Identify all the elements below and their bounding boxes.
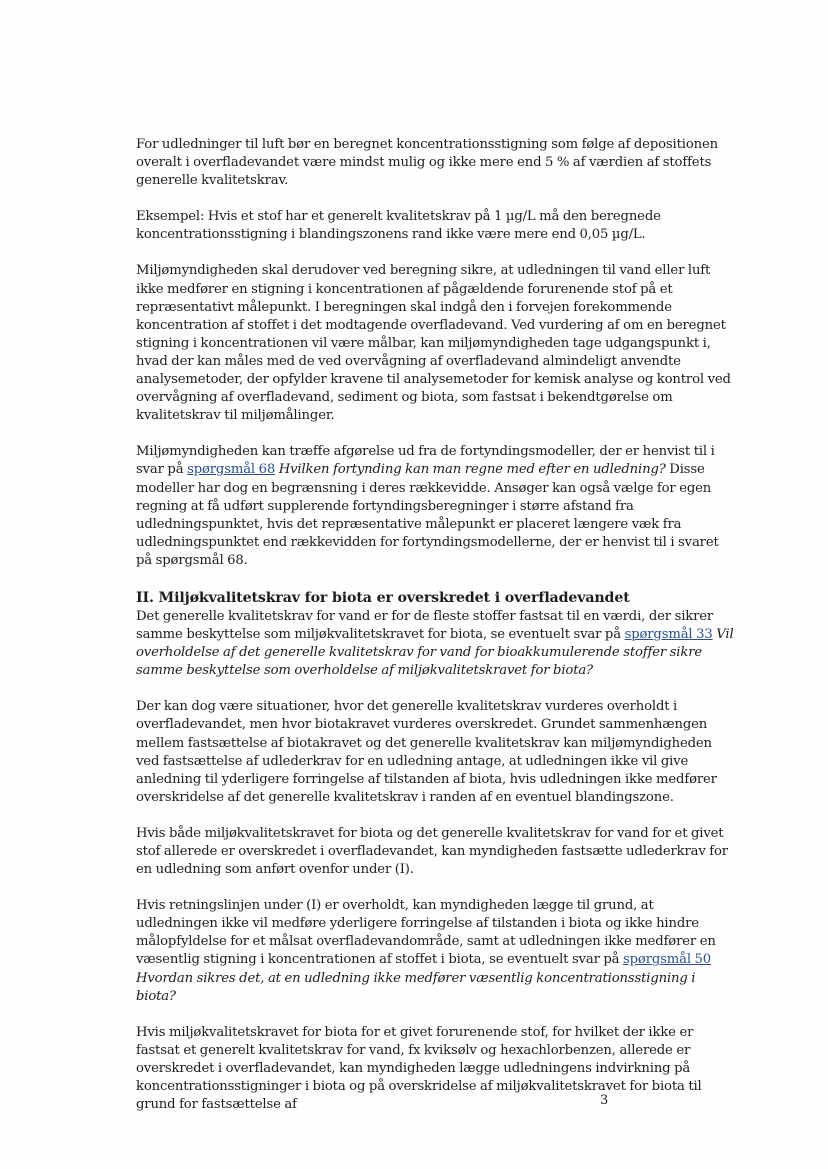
paragraph-air-emissions: For udledninger til luft bør en beregnet koncentrationsstigning som følge af depositionen overalt i overfladevandet være mindst mulig og ikke mere end 5 % af værdien af stoffets generelle kvalitetskrav. bbox=[136, 137, 718, 189]
paragraph-text: Hvis retningslinjen under (I) er overholdt, kan myndigheden lægge til grund, at udledningen ikke vil medføre yderligere forringelse af tilstanden i biota og ikke hindre målopfyldelse for et målsat overfladevandområde, samt at udledningen ikke medfører en væsentlig stigning i koncentrationen af stoffet i biota, se eventuelt svar på bbox=[136, 898, 716, 968]
paragraph-text: Miljømyndigheden kan træffe afgørelse ud fra de fortyndingsmodeller, der er henvist til i svar på bbox=[136, 444, 715, 478]
paragraph-text: Det generelle kvalitetskrav for vand er for de fleste stoffer fastsat til en værdi, der sikrer samme beskyttelse som miljøkvalitetskravet for biota, se eventuelt svar på bbox=[136, 608, 714, 643]
question-68-link[interactable]: spørgsmål 68 bbox=[187, 462, 276, 478]
paragraph-guideline bbox=[136, 897, 736, 1006]
page-number: 3 bbox=[600, 1093, 609, 1108]
paragraph-dilution-models bbox=[136, 443, 736, 570]
paragraph-both-exceeded: Hvis både miljøkvalitetskravet for biota og det generelle kvalitetskrav for vand for et givet stof allerede er overskredet i overfladevandet, kan myndigheden fastsætte udlederkrav for en udledning som anført ovenfor under (I). bbox=[136, 825, 728, 878]
question-33-link[interactable]: spørgsmål 33 bbox=[624, 627, 713, 643]
question-68-title: Hvilken fortynding kan man regne med efter en udledning? bbox=[278, 462, 666, 478]
paragraph-biota-only: Hvis miljøkvalitetskravet for biota for et givet forurenende stof, for hvilket der ikke er fastsat et generelt kvalitetskrav for vand, fx kviksølv og hexachlorbenzen, allerede er overskredet i overfladevandet, kan myndigheden lægge udledningens indvirkning på koncentrationsstigninger i biota og på overskridelse af miljøkvalitetskravet for biota til grund for fastsættelse af bbox=[136, 1024, 702, 1113]
paragraph-example: Eksempel: Hvis et stof har et generelt kvalitetskrav på 1 µg/L må den beregnede koncentrationsstigning i blandingszonens rand ikke være mere end 0,05 µg/L. bbox=[136, 209, 661, 243]
paragraph-general-quality bbox=[136, 608, 736, 680]
paragraph-situations: Der kan dog være situationer, hvor det generelle kvalitetskrav vurderes overholdt i overfladevandet, men hvor biotakravet vurderes overskredet. Grundet sammenhængen mellem fastsættelse af biotakravet og det generelle kvalitetskrav kan miljømyndigheden ved fastsættelse af udlederkrav for en udledning antage, at udledningen ikke vil give anledning til yderligere forringelse af tilstanden af biota, hvis udledningen ikke medfører overskridelse af det generelle kvalitetskrav i randen af en eventuel blandingszone. bbox=[136, 699, 717, 805]
question-33-title: Vil overholdelse af det generelle kvalitetskrav for vand for bioakkumulerende stoffer sikre samme beskyttelse som overholdelse af miljøkvalitetskravet for biota? bbox=[136, 627, 734, 679]
section-heading: II. Miljøkvalitetskrav for biota er overskredet i overfladevandet bbox=[136, 589, 630, 606]
paragraph-text: Disse modeller har dog en begrænsning i deres rækkevidde. Ansøger kan også vælge for egen regning at få udført supplerende fortyndingsberegninger i større afstand fra udledningspunktet, hvis det repræsentative målepunkt er placeret længere væk fra udledningspunktet end rækkevidden for fortyndingsmodellerne, der er henvist til i svaret på spørgsmål 68. bbox=[136, 462, 719, 568]
document-body bbox=[136, 136, 736, 1132]
paragraph-measurability: Miljømyndigheden skal derudover ved beregning sikre, at udledningen til vand eller luft ikke medfører en stigning i koncentrationen af pågældende forurenende stof på et repræsentativt målepunkt. I beregningen skal indgå den i forvejen forekommende koncentration af stoffet i det modtagende overfladevand. Ved vurdering af om en beregnet stigning i koncentrationen vil være målbar, kan miljømyndigheden tage udgangspunkt i, hvad der kan måles med de ved overvågning af overfladevand almindeligt anvendte analysemetoder, der opfylder kravene til analysemetoder for kemisk analyse og kontrol ved overvågning af overfladevand, sediment og biota, som fastsat i bekendtgørelse om kvalitetskrav til miljømålinger. bbox=[136, 263, 731, 424]
question-50-title: Hvordan sikres det, at en udledning ikke medfører væsentlig koncentrationsstigning i biota? bbox=[136, 970, 696, 1004]
question-50-link[interactable]: spørgsmål 50 bbox=[623, 952, 712, 968]
